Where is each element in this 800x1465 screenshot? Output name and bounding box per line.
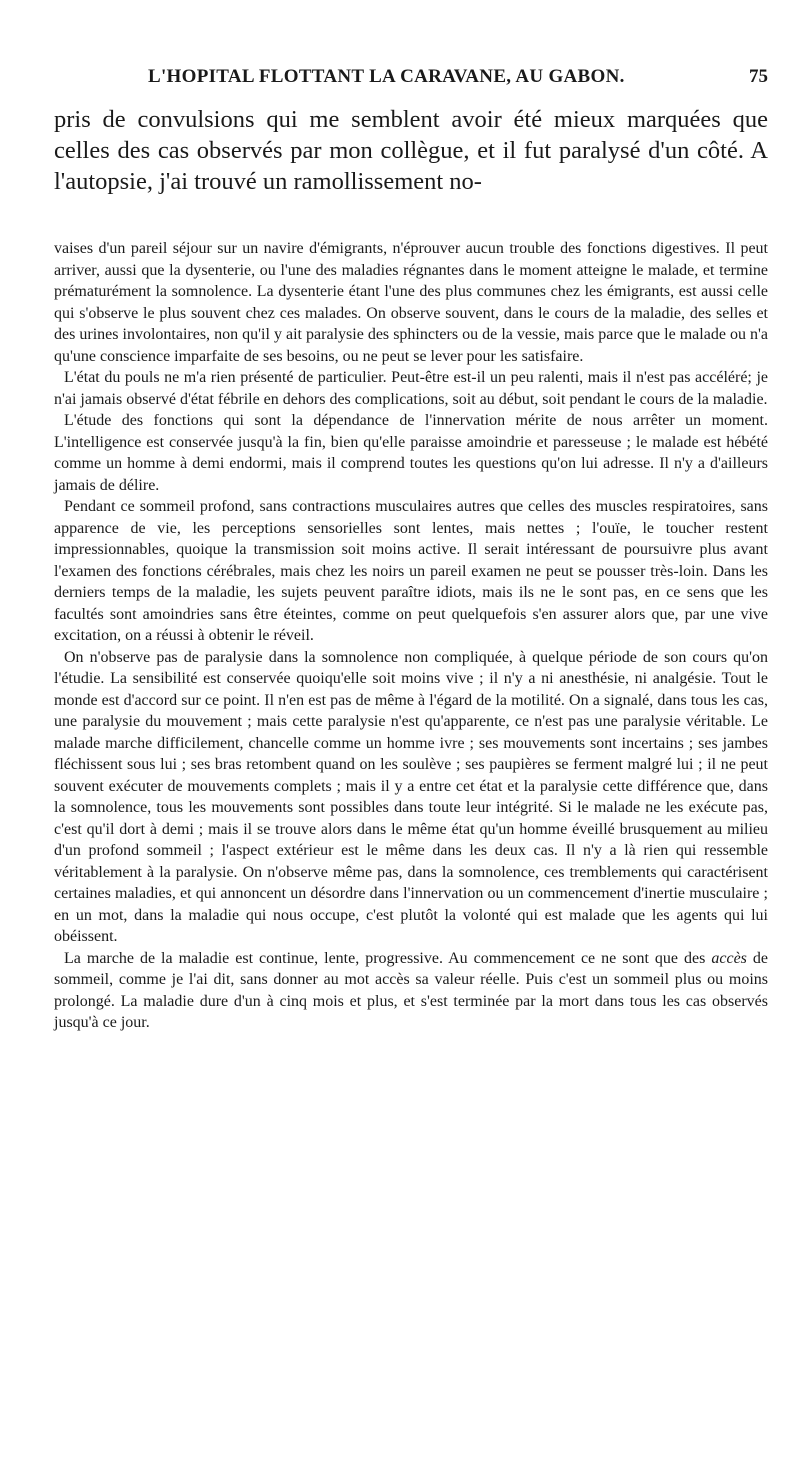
main-text-continuation: pris de convulsions qui me semblent avoir été mieux marquées que celles des cas observés par mon collègue, et il fut paralysé d'un côté. A l'autopsie, j'ai trouvé un ramollissement no- [54, 106, 768, 195]
footnote-paragraph-4: Pendant ce sommeil profond, sans contractions musculaires autres que celles des muscles respiratoires, sans apparence de vie, les perceptions sensorielles sont lentes, mais nettes ; l'ouïe, le toucher restent impressionnables, quoique la transmission soit moins active. Il serait intéressant de poursuivre plus avant l'examen des fonctions cérébrales, mais chez les noirs un pareil examen ne peut se pousser très-loin. Dans les derniers temps de la maladie, les sujets peuvent paraître idiots, mais ils ne le sont pas, en ce sens que les facultés sont amoindries sans être éteintes, comme on peut quelquefois s'en assurer alors que, par une vive excitation, on a réussi à obtenir le réveil. [54, 498, 768, 644]
paragraph-6-end: de sommeil, comme je l'ai dit, sans donner au mot accès sa valeur réelle. Puis c'est un sommeil plus ou moins prolongé. La maladie dure d'un à cinq mois et plus, et s'est terminée par la mort dans tous les cas observés jusqu'à ce jour. [54, 949, 768, 1031]
footnote-paragraph-5: On n'observe pas de paralysie dans la somnolence non compliquée, à quelque période de son cours qu'on l'étudie. La sensibilité est conservée quoiqu'elle soit moins vive ; il n'y a ni anesthésie, ni analgésie. Tout le monde est d'accord sur ce point. Il n'en est pas de même à l'égard de la motilité. On a signalé, dans tous les cas, une paralysie du mouvement ; mais cette paralysie n'est qu'apparente, ce n'est pas une paralysie véritable. Le malade marche difficilement, chancelle comme un homme ivre ; ses mouvements sont incertains ; ses jambes fléchissent sous lui ; ses bras retombent quand on les soulève ; ses paupières se ferment malgré lui ; il ne peut souvent exécuter de mouvements complets ; mais il y a entre cet état et la paralysie cette différence que, dans la somnolence, tous les mouvements sont possibles dans toute leur intégrité. Si le malade ne les exécute pas, c'est qu'il dort à demi ; mais il se trouve alors dans le même état qu'un homme éveillé brusquement au milieu d'un profond sommeil ; l'aspect extérieur est le même dans les deux cas. Il n'y a là rien qui ressemble véritablement à la paralysie. On n'observe même pas, dans la somnolence, ces tremblements qui caractérisent certaines maladies, et qui annoncent un désordre dans l'innervation ou un commencement d'inertie musculaire ; en un mot, dans la maladie qui nous occupe, c'est plutôt la volonté qui est malade que les agents qui lui obéissent. [54, 648, 768, 945]
running-title: L'HOPITAL FLOTTANT LA CARAVANE, AU GABON. [148, 66, 625, 87]
paragraph-6-start: La marche de la maladie est continue, lente, progressive. Au commencement ce ne sont que des [64, 949, 712, 967]
footnote-paragraph-6 [54, 948, 768, 1034]
page-number: 75 [749, 66, 768, 87]
footnote-block [54, 238, 768, 1034]
running-head [52, 66, 768, 90]
emphasis-acces: accès [711, 949, 747, 967]
footnote-paragraph-2: L'état du pouls ne m'a rien présenté de particulier. Peut-être est-il un peu ralenti, mais il n'est pas accéléré; je n'ai jamais observé d'état fébrile en dehors des complications, soit au début, soit pendant le cours de la maladie. [54, 369, 768, 408]
footnote-paragraph-1: vaises d'un pareil séjour sur un navire d'émigrants, n'éprouver aucun trouble des fonctions digestives. Il peut arriver, aussi que la dysenterie, ou l'une des maladies régnantes dans le moment atteigne le malade, et termine prématurément la somnolence. La dysenterie étant l'une des plus communes chez les émigrants, est aussi celle qui s'observe le plus souvent chez ces malades. On observe souvent, dans le cours de la maladie, des selles et des urines involontaires, non qu'il y ait paralysie des sphincters ou de la vessie, mais parce que le malade ou n'a qu'une conscience imparfaite de ses besoins, ou ne peut se lever pour les satisfaire. [54, 240, 768, 365]
footnote-paragraph-3: L'étude des fonctions qui sont la dépendance de l'innervation mérite de nous arrêter un moment. L'intelligence est conservée jusqu'à la fin, bien qu'elle paraisse amoindrie et paresseuse ; le malade est hébété comme un homme à demi endormi, mais il comprend toutes les questions qu'on lui adresse. Il n'y a d'ailleurs jamais de délire. [54, 412, 768, 494]
